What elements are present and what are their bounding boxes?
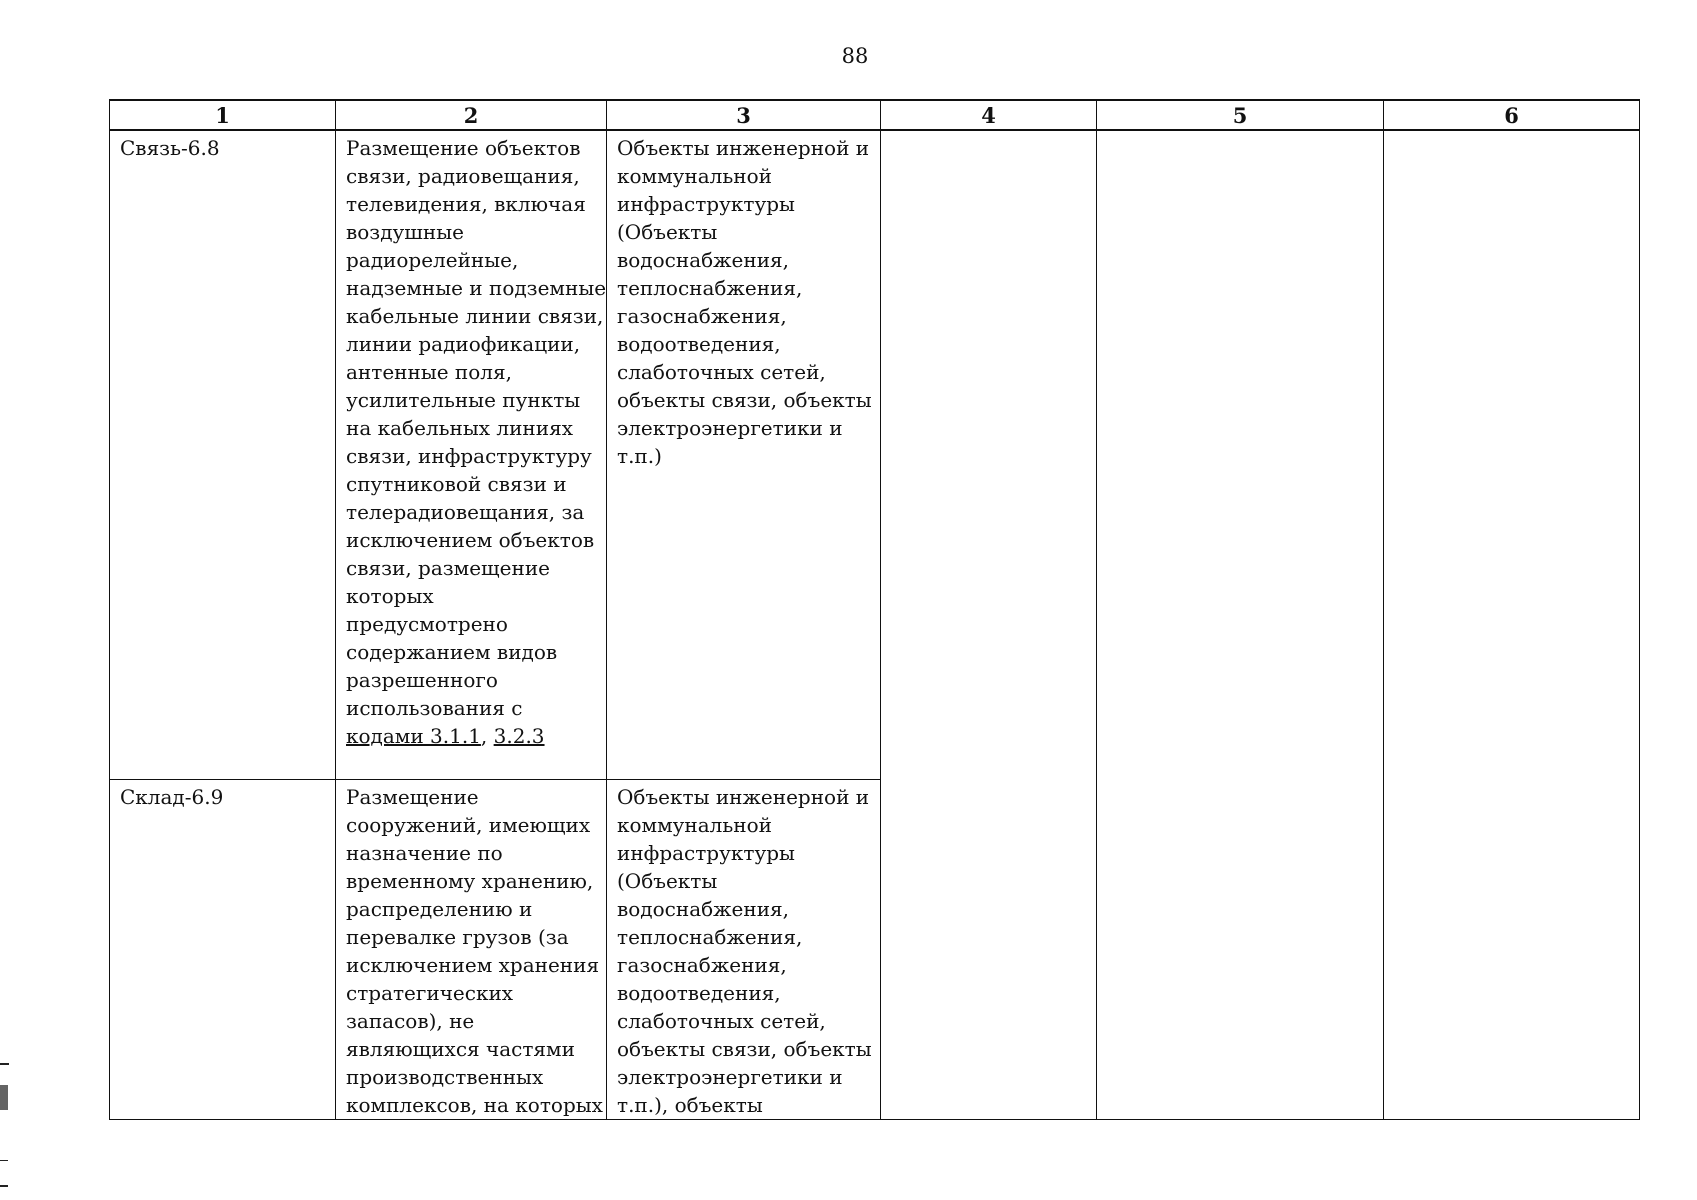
text-line: (Объекты	[617, 869, 718, 893]
text-line: комплексов, на которых	[346, 1093, 603, 1117]
text-line: т.п.), объекты	[617, 1093, 763, 1117]
text-line: исключением объектов	[346, 528, 595, 552]
text-line: усилительные пункты	[346, 388, 581, 412]
text-line: исключением хранения	[346, 953, 600, 977]
column-header-2: 2	[336, 100, 607, 130]
column-header-5: 5	[1097, 100, 1384, 130]
text-line: Объекты инженерной и	[617, 785, 870, 809]
text-line: водоотведения,	[617, 332, 781, 356]
text-line: Размещение	[346, 785, 479, 809]
text-line: газоснабжения,	[617, 304, 787, 328]
text-line: теплоснабжения,	[617, 276, 803, 300]
text-line: радиорелейные,	[346, 248, 519, 272]
text-line: временному хранению,	[346, 869, 594, 893]
link-separator: ,	[480, 724, 494, 748]
text-line: т.п.)	[617, 444, 662, 468]
scan-artifact	[0, 1063, 9, 1065]
text-line: предусмотрено	[346, 612, 508, 636]
text-line: объекты связи, объекты	[617, 1037, 872, 1061]
text-line: линии радиофикации,	[346, 332, 581, 356]
text-line: водоснабжения,	[617, 248, 790, 272]
column-header-1: 1	[110, 100, 336, 130]
text-line: газоснабжения,	[617, 953, 787, 977]
text-line: производственных	[346, 1065, 544, 1089]
text-line: связи, инфраструктуру	[346, 444, 592, 468]
text-line: содержанием видов	[346, 640, 558, 664]
text-line: на кабельных линиях	[346, 416, 573, 440]
text-line: электроэнергетики и	[617, 416, 843, 440]
use-description-cell	[336, 130, 607, 780]
column-header-3: 3	[607, 100, 881, 130]
column-header-4: 4	[881, 100, 1097, 130]
text-line: воздушные	[346, 220, 464, 244]
use-code-cell: Связь-6.8	[110, 130, 336, 780]
table-row	[110, 130, 1640, 780]
text-line: распределению и	[346, 897, 533, 921]
text-line: перевалке грузов (за	[346, 925, 569, 949]
text-line-links	[346, 722, 597, 750]
text-line: инфраструктуры	[617, 192, 795, 216]
text-line: теплоснабжения,	[617, 925, 803, 949]
text-line: являющихся частями	[346, 1037, 575, 1061]
text-line: электроэнергетики и	[617, 1065, 843, 1089]
use-description-cell	[336, 780, 607, 1120]
text-line: использования с	[346, 696, 523, 720]
text-line: Размещение объектов	[346, 136, 581, 160]
text-line: водоснабжения,	[617, 897, 790, 921]
use-code-cell: Склад-6.9	[110, 780, 336, 1120]
text-line: кабельные линии связи,	[346, 304, 604, 328]
code-link-3-1-1[interactable]: кодами 3.1.1	[346, 724, 481, 748]
text-line: инфраструктуры	[617, 841, 795, 865]
zoning-table	[109, 99, 1640, 1120]
text-line: надземные и подземные	[346, 276, 607, 300]
permitted-objects-cell	[607, 130, 881, 780]
text-line: водоотведения,	[617, 981, 781, 1005]
page-number: 88	[841, 44, 869, 68]
scan-artifact	[0, 1185, 8, 1187]
text-line: связи, радиовещания,	[346, 164, 580, 188]
text-line: сооружений, имеющих	[346, 813, 591, 837]
scan-artifact	[0, 1085, 8, 1110]
text-line: которых	[346, 584, 434, 608]
text-line: слаботочных сетей,	[617, 360, 826, 384]
text-line: коммунальной	[617, 813, 772, 837]
column-header-6: 6	[1384, 100, 1640, 130]
column-5-cell	[1097, 130, 1384, 1120]
text-line: телерадиовещания, за	[346, 500, 585, 524]
table-header-row	[110, 100, 1640, 130]
text-line: телевидения, включая	[346, 192, 586, 216]
text-line: стратегических	[346, 981, 514, 1005]
text-line: разрешенного	[346, 668, 498, 692]
text-line: спутниковой связи и	[346, 472, 567, 496]
scan-artifact	[0, 1160, 8, 1161]
column-4-cell	[881, 130, 1097, 1120]
text-line: назначение по	[346, 841, 503, 865]
text-line: связи, размещение	[346, 556, 550, 580]
column-6-cell	[1384, 130, 1640, 1120]
code-link-3-2-3[interactable]: 3.2.3	[493, 724, 545, 748]
text-line: слаботочных сетей,	[617, 1009, 826, 1033]
text-line: антенные поля,	[346, 360, 512, 384]
permitted-objects-cell	[607, 780, 881, 1120]
text-line: (Объекты	[617, 220, 718, 244]
text-line: объекты связи, объекты	[617, 388, 872, 412]
text-line: запасов), не	[346, 1009, 475, 1033]
text-line: Объекты инженерной и	[617, 136, 870, 160]
text-line: коммунальной	[617, 164, 772, 188]
